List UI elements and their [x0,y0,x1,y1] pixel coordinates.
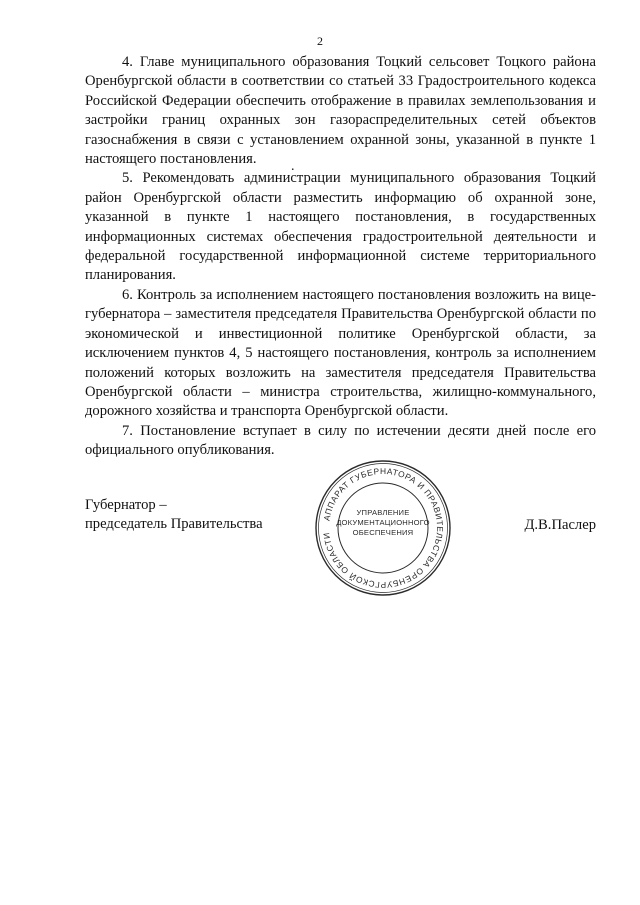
official-seal [313,458,453,598]
seal-center-text [333,508,433,538]
signatory-title-line2: председатель Правительства [85,516,263,533]
seal-ring-text: АППАРАТ ГУБЕРНАТОРА И ПРАВИТЕЛЬСТВА ОРЕНБУРГСКОЙ ОБЛАСТИ [321,465,446,591]
seal-center-line3: ОБЕСПЕЧЕНИЯ [352,528,414,537]
document-body [85,53,596,461]
signatory-title-line1: Губернатор – [85,497,167,513]
seal-center-line2: ДОКУМЕНТАЦИОННОГО [336,518,430,527]
signatory-title [85,496,263,535]
stray-dot-mark: . [291,159,295,174]
page-number: 2 [317,34,323,48]
seal-center-line1: УПРАВЛЕНИЕ [356,508,410,517]
signatory-name: Д.В.Паслер [524,517,596,533]
paragraph-7: 7. Постановление вступает в силу по истечении десяти дней после его официального опубликования. [85,422,596,459]
paragraph-5: 5. Рекомендовать администрации муниципального образования Тоцкий район Оренбургской области разместить информацию об охранной зоне, указанной в пункте 1 настоящего постановления, в государственных информационных системах обеспечения градостроительной деятельности и федеральной государственной информационной системе территориального планирования. [85,170,596,284]
paragraph-4: 4. Главе муниципального образования Тоцкий сельсовет Тоцкого района Оренбургской области в соответствии со статьей 33 Градостроительного кодекса Российской Федерации обеспечить отображение в правилах землепользования и застройки границ охранных зон газораспределительных сетей объектов газоснабжения в связи с установлением охранной зоны, указанной в пункте 1 настоящего постановления. [85,54,596,168]
paragraph-6: 6. Контроль за исполнением настоящего постановления возложить на вице-губернатора – заместителя председателя Правительства Оренбургской области по экономической и инвестиционной политике Оренбургской области, за исключением пунктов 4, 5 настоящего постановления, контроль за исполнением положений которых возложить на заместителя председателя Правительства Оренбургской области – министра строительства, жилищно-коммунального, дорожного хозяйства и транспорта Оренбургской области. [85,286,596,420]
